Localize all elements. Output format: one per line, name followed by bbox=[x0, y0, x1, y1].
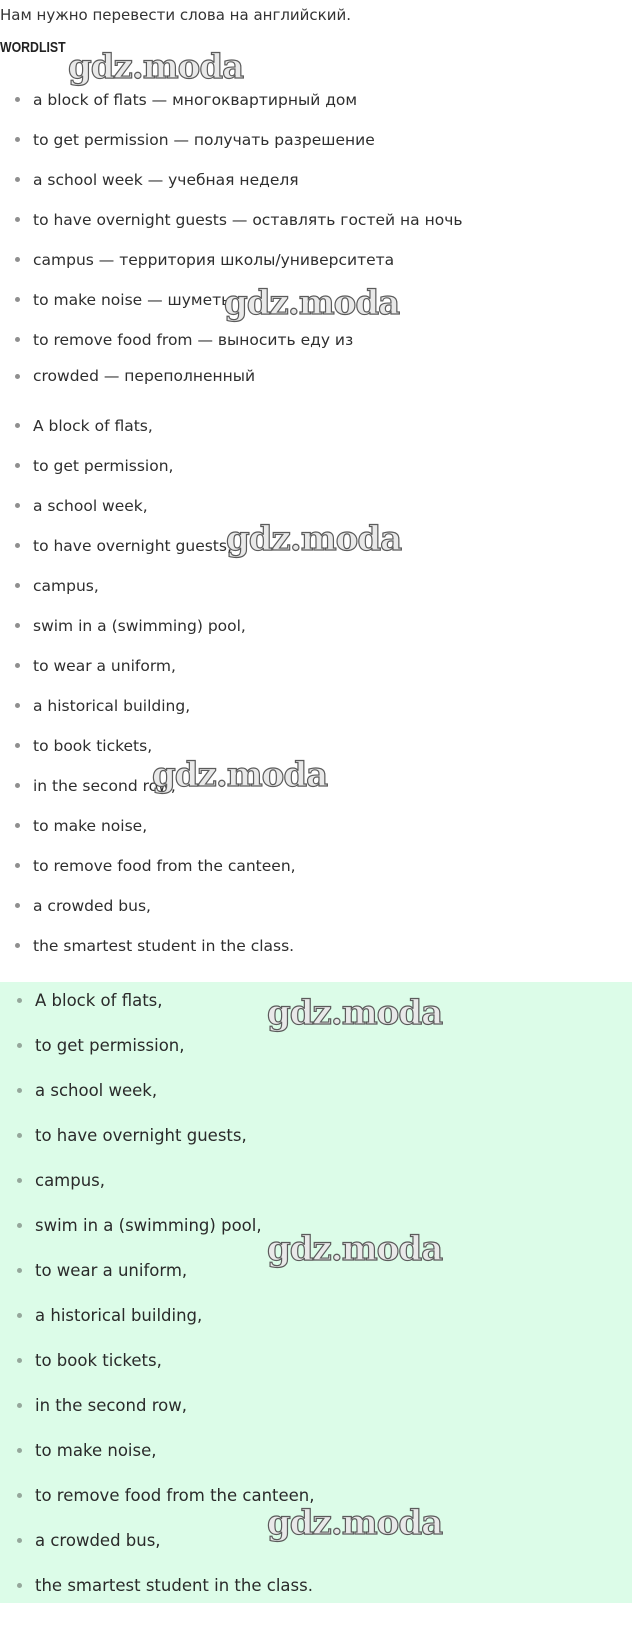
list-item-text: to have overnight guests, bbox=[33, 537, 232, 555]
list-item-text: a school week — учебная неделя bbox=[33, 171, 299, 189]
bullet-icon bbox=[15, 663, 20, 668]
list-item-text: to remove food from — выносить еду из bbox=[33, 331, 354, 349]
list-item bbox=[0, 446, 632, 486]
list-item bbox=[0, 406, 632, 446]
watermark-logo: gdz.moda bbox=[226, 519, 402, 559]
bullet-icon bbox=[15, 583, 20, 588]
bullet-icon bbox=[17, 1493, 22, 1498]
bullet-icon bbox=[17, 1043, 22, 1048]
translation-list bbox=[0, 80, 632, 393]
list-item bbox=[0, 1428, 632, 1473]
bullet-icon bbox=[15, 903, 20, 908]
watermark-logo: gdz.moda bbox=[267, 1503, 443, 1543]
list-item-text: A block of flats, bbox=[35, 991, 163, 1010]
list-item bbox=[0, 160, 632, 200]
list-item-text: swim in a (swimming) pool, bbox=[33, 617, 246, 635]
bullet-icon bbox=[15, 623, 20, 628]
bullet-icon bbox=[15, 423, 20, 428]
bullet-icon bbox=[17, 1088, 22, 1093]
list-item-text: campus, bbox=[35, 1171, 106, 1190]
list-item bbox=[0, 926, 632, 966]
list-item bbox=[0, 320, 632, 360]
wordlist-heading: WORDLIST bbox=[0, 39, 66, 56]
bullet-icon bbox=[17, 1538, 22, 1543]
list-item bbox=[0, 886, 632, 926]
bullet-icon bbox=[17, 998, 22, 1003]
list-item bbox=[0, 1383, 632, 1428]
bullet-icon bbox=[17, 1223, 22, 1228]
list-item bbox=[0, 200, 632, 240]
list-item bbox=[0, 240, 632, 280]
watermark-logo: gdz.moda bbox=[224, 283, 400, 323]
list-item bbox=[0, 1158, 632, 1203]
list-item bbox=[0, 120, 632, 160]
list-item bbox=[0, 1113, 632, 1158]
bullet-icon bbox=[15, 97, 20, 102]
list-item-text: to make noise, bbox=[35, 1441, 157, 1460]
list-item bbox=[0, 846, 632, 886]
list-item-text: a historical building, bbox=[33, 697, 191, 715]
intro-text: Нам нужно перевести слова на английский. bbox=[0, 6, 351, 24]
list-item bbox=[0, 606, 632, 646]
list-item-text: to get permission, bbox=[33, 457, 174, 475]
list-item-text: to wear a uniform, bbox=[35, 1261, 188, 1280]
list-item-text: to remove food from the canteen, bbox=[35, 1486, 315, 1505]
list-item-text: a crowded bus, bbox=[33, 897, 151, 915]
bullet-icon bbox=[17, 1313, 22, 1318]
list-item-text: campus, bbox=[33, 577, 99, 595]
bullet-icon bbox=[17, 1448, 22, 1453]
list-item-text: A block of flats, bbox=[33, 417, 153, 435]
list-item-text: the smartest student in the class. bbox=[33, 937, 295, 955]
list-item-text: to have overnight guests — оставлять гостей на ночь bbox=[33, 211, 463, 229]
list-item-text: a school week, bbox=[33, 497, 148, 515]
list-item bbox=[0, 1338, 632, 1383]
bullet-icon bbox=[17, 1178, 22, 1183]
bullet-icon bbox=[17, 1358, 22, 1363]
list-item bbox=[0, 806, 632, 846]
list-item-text: to book tickets, bbox=[35, 1351, 162, 1370]
bullet-icon bbox=[17, 1583, 22, 1588]
watermark-logo: gdz.moda bbox=[68, 47, 244, 87]
bullet-icon bbox=[15, 217, 20, 222]
list-item-text: in the second row, bbox=[35, 1396, 187, 1415]
list-item-text: to have overnight guests, bbox=[35, 1126, 247, 1145]
list-item bbox=[0, 686, 632, 726]
list-item-text: to get permission, bbox=[35, 1036, 185, 1055]
list-item-text: a school week, bbox=[35, 1081, 158, 1100]
list-item-text: to book tickets, bbox=[33, 737, 153, 755]
bullet-icon bbox=[17, 1403, 22, 1408]
bullet-icon bbox=[15, 137, 20, 142]
bullet-icon bbox=[17, 1133, 22, 1138]
list-item bbox=[0, 360, 632, 393]
list-item-text: to wear a uniform, bbox=[33, 657, 176, 675]
list-item-text: swim in a (swimming) pool, bbox=[35, 1216, 262, 1235]
bullet-icon bbox=[17, 1268, 22, 1273]
bullet-icon bbox=[15, 503, 20, 508]
list-item-text: to remove food from the canteen, bbox=[33, 857, 296, 875]
list-item-text: in the second row, bbox=[33, 777, 176, 795]
bullet-icon bbox=[15, 177, 20, 182]
list-item-text: crowded — переполненный bbox=[33, 367, 256, 385]
list-item bbox=[0, 1563, 632, 1608]
bullet-icon bbox=[15, 743, 20, 748]
bullet-icon bbox=[15, 543, 20, 548]
bullet-icon bbox=[15, 257, 20, 262]
watermark-logo: gdz.moda bbox=[267, 1229, 443, 1269]
bullet-icon bbox=[15, 863, 20, 868]
list-item-text: a crowded bus, bbox=[35, 1531, 161, 1550]
bullet-icon bbox=[15, 943, 20, 948]
list-item bbox=[0, 646, 632, 686]
bullet-icon bbox=[15, 823, 20, 828]
bullet-icon bbox=[15, 463, 20, 468]
bullet-icon bbox=[15, 703, 20, 708]
list-item-text: to get permission — получать разрешение bbox=[33, 131, 375, 149]
watermark-logo: gdz.moda bbox=[152, 755, 328, 795]
list-item-text: the smartest student in the class. bbox=[35, 1576, 313, 1595]
answer-list bbox=[0, 406, 632, 966]
list-item-text: to make noise — шуметь bbox=[33, 291, 231, 309]
bullet-icon bbox=[15, 297, 20, 302]
watermark-logo: gdz.moda bbox=[267, 993, 443, 1033]
list-item-text: to make noise, bbox=[33, 817, 148, 835]
list-item bbox=[0, 1293, 632, 1338]
list-item-text: a block of flats — многоквартирный дом bbox=[33, 91, 358, 109]
list-item-text: campus — территория школы/университета bbox=[33, 251, 395, 269]
bullet-icon bbox=[15, 374, 20, 379]
list-item-text: a historical building, bbox=[35, 1306, 203, 1325]
list-item bbox=[0, 1068, 632, 1113]
bullet-icon bbox=[15, 337, 20, 342]
list-item bbox=[0, 566, 632, 606]
bullet-icon bbox=[15, 783, 20, 788]
